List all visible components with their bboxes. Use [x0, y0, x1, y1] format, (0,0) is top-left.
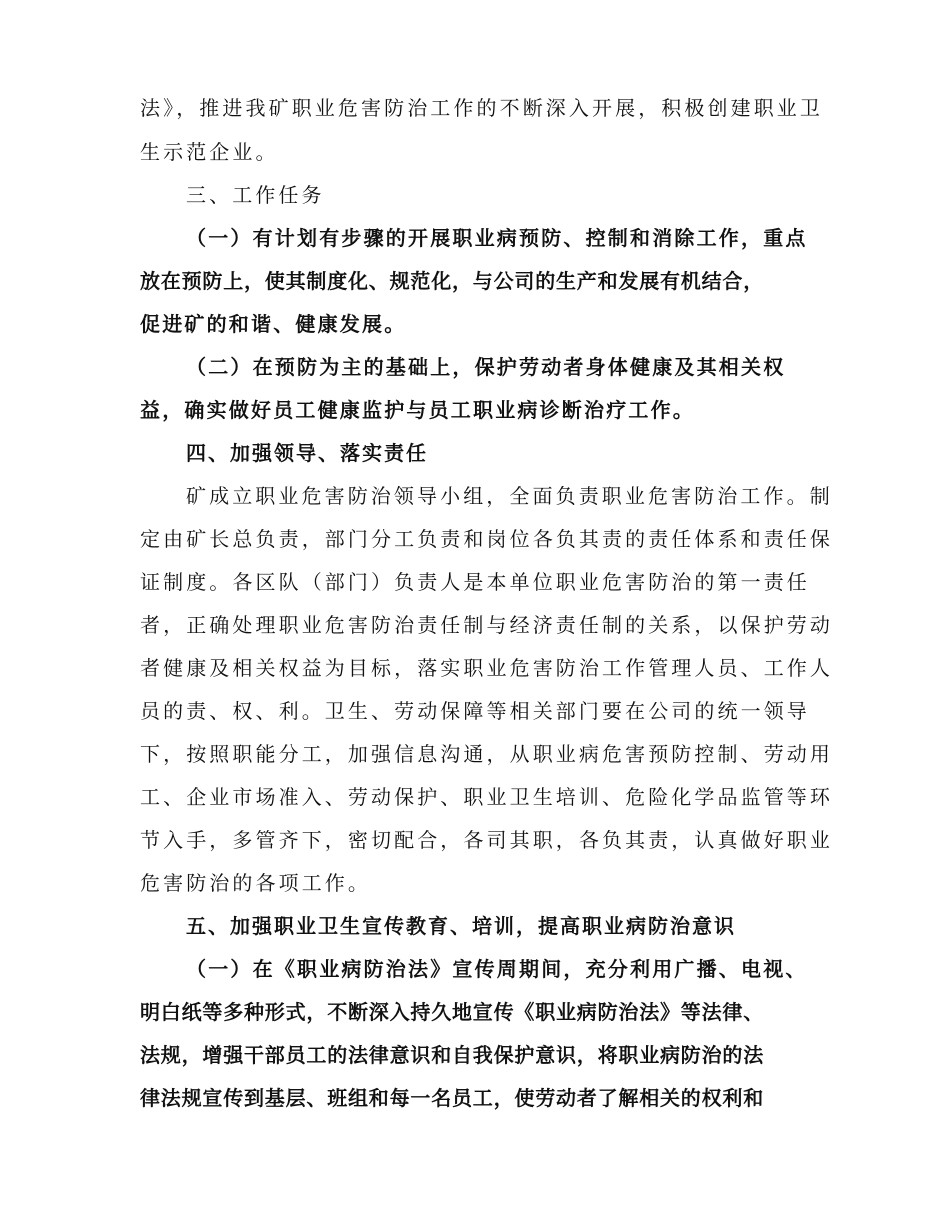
paragraph-line: 益，确实做好员工健康监护与员工职业病诊断治疗工作。 — [140, 398, 695, 422]
paragraph-line: 工、企业市场准入、劳动保护、职业卫生培训、危险化学品监管等环 — [140, 785, 833, 809]
paragraph-line: 员的责、权、利。卫生、劳动保障等相关部门要在公司的统一领导 — [140, 699, 810, 723]
paragraph-line: 律法规宣传到基层、班组和每一名员工，使劳动者了解相关的权利和 — [140, 1086, 764, 1110]
paragraph-line: 定由矿长总负责，部门分工负责和岗位各负其责的责任体系和责任保 — [140, 527, 833, 551]
paragraph-line: 放在预防上，使其制度化、规范化，与公司的生产和发展有机结合， — [140, 269, 764, 293]
paragraph-line: 证制度。各区队（部门）负责人是本单位职业危害防治的第一责任 — [140, 570, 810, 594]
paragraph-line: 危害防治的各项工作。 — [140, 871, 371, 895]
paragraph-line: 矿成立职业危害防治领导小组，全面负责职业危害防治工作。制 — [186, 484, 833, 508]
paragraph-line: 节入手，多管齐下，密切配合，各司其职，各负其责，认真做好职业 — [140, 828, 833, 852]
paragraph-line: 法》，推进我矿职业危害防治工作的不断深入开展，积极创建职业卫 — [140, 96, 823, 120]
paragraph-line: 者健康及相关权益为目标，落实职业危害防治工作管理人员、工作人 — [140, 656, 833, 680]
paragraph-line: 明白纸等多种形式，不断深入持久地宣传《职业病防治法》等法律、 — [140, 1000, 764, 1024]
section-heading: 四、加强领导、落实责任 — [186, 441, 428, 465]
section-heading: 五、加强职业卫生宣传教育、培训，提高职业病防治意识 — [186, 914, 736, 938]
paragraph-line: （二）在预防为主的基础上，保护劳动者身体健康及其相关权 — [186, 355, 786, 379]
paragraph-line: （一）有计划有步骤的开展职业病预防、控制和消除工作，重点 — [186, 226, 808, 250]
paragraph-line: 促进矿的和谐、健康发展。 — [140, 312, 407, 336]
paragraph-line: 法规，增强干部员工的法律意识和自我保护意识，将职业病防治的法 — [140, 1043, 764, 1067]
section-heading: 三、工作任务 — [186, 183, 325, 207]
paragraph-line: 者，正确处理职业危害防治责任制与经济责任制的关系，以保护劳动 — [140, 613, 833, 637]
paragraph-line: 下，按照职能分工，加强信息沟通，从职业病危害预防控制、劳动用 — [140, 742, 833, 766]
paragraph-line: 生示范企业。 — [140, 140, 279, 164]
paragraph-line: （一）在《职业病防治法》宣传周期间，充分利用广播、电视、 — [186, 957, 808, 981]
